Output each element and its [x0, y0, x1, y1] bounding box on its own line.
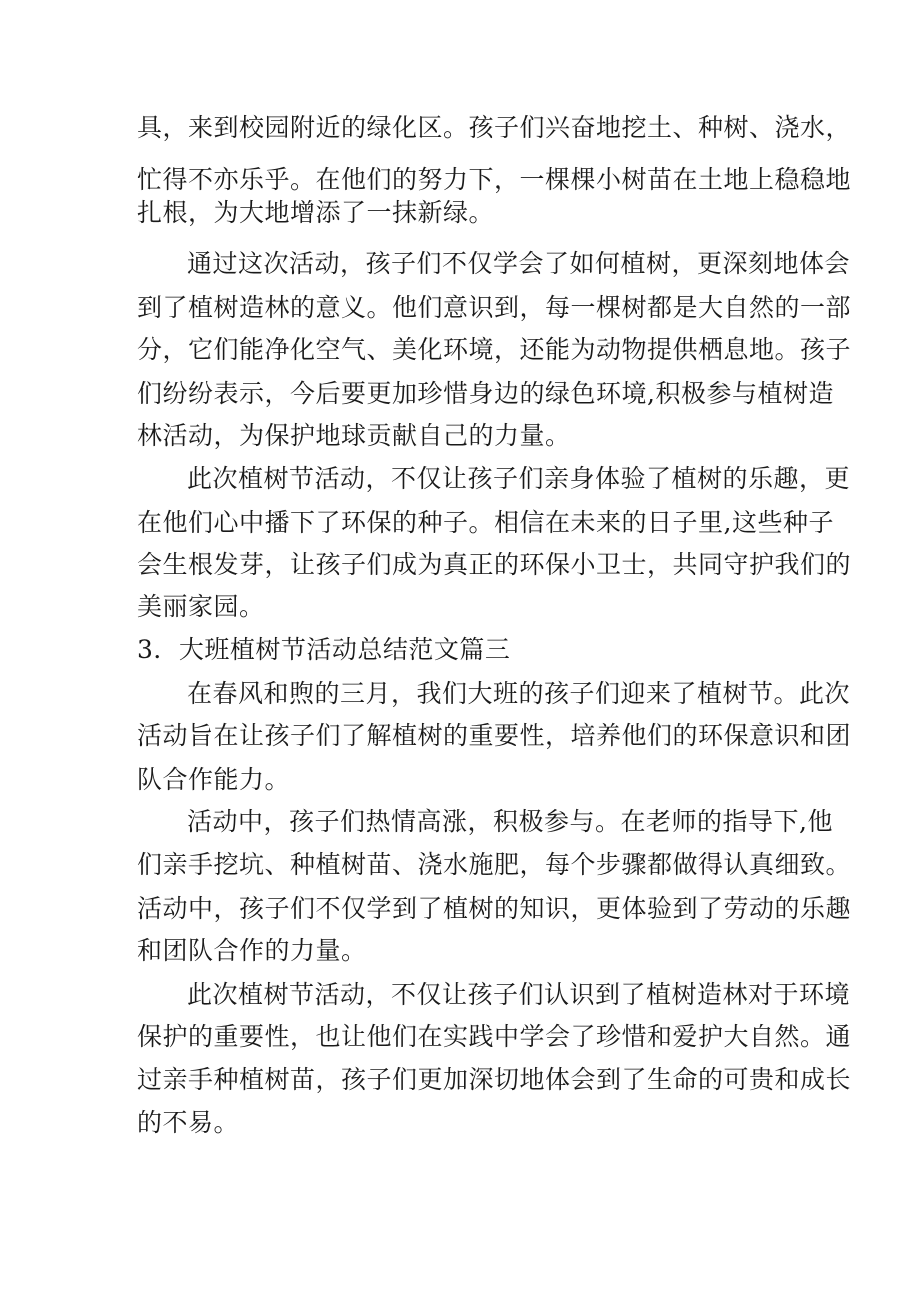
text-line: 过亲手种植树苗，孩子们更加深切地体会到了生命的可贵和成长	[137, 1065, 852, 1094]
text-line: 活动旨在让孩子们了解植树的重要性，培养他们的环保意识和团	[137, 721, 852, 750]
text-line: 具，来到校园附近的绿化区。孩子们兴奋地挖土、种树、浇水，	[137, 113, 852, 142]
text-line: 活动中，孩子们热情高涨，积极参与。在老师的指导下,他	[187, 807, 833, 836]
text-line: 分，它们能净化空气、美化环境，还能为动物提供栖息地。孩子	[137, 335, 852, 364]
text-line: 在他们心中播下了环保的种子。相信在未来的日子里,这些种子	[137, 508, 834, 537]
text-line: 们纷纷表示，今后要更加珍惜身边的绿色环境,积极参与植树造	[137, 379, 834, 408]
section-heading: 3．大班植树节活动总结范文篇三	[137, 635, 511, 664]
text-line: 美丽家园。	[137, 592, 265, 621]
text-line: 林活动，为保护地球贡献自己的力量。	[137, 421, 571, 450]
text-line: 活动中，孩子们不仅学到了植树的知识，更体验到了劳动的乐趣	[137, 894, 852, 923]
text-line: 保护的重要性，也让他们在实践中学会了珍惜和爱护大自然。通	[137, 1022, 852, 1051]
text-line: 会生根发芽，让孩子们成为真正的环保小卫士，共同守护我们的	[137, 550, 852, 579]
text-line: 到了植树造林的意义。他们意识到，每一棵树都是大自然的一部	[137, 293, 852, 322]
text-line: 忙得不亦乐乎。在他们的努力下，一棵棵小树苗在土地上稳稳地	[137, 165, 852, 194]
text-line: 在春风和煦的三月，我们大班的孩子们迎来了植树节。此次	[187, 679, 851, 708]
text-line: 通过这次活动，孩子们不仅学会了如何植树，更深刻地体会	[187, 249, 851, 278]
text-line: 队合作能力。	[137, 765, 291, 794]
text-line: 的不易。	[137, 1108, 240, 1137]
text-line: 们亲手挖坑、种植树苗、浇水施肥，每个步骤都做得认真细致。	[137, 850, 852, 879]
text-line: 此次植树节活动，不仅让孩子们认识到了植树造林对于环境	[187, 980, 851, 1009]
text-line: 和团队合作的力量。	[137, 936, 367, 965]
text-line: 扎根，为大地增添了一抹新绿。	[137, 198, 495, 227]
text-line: 此次植树节活动，不仅让孩子们亲身体验了植树的乐趣，更	[187, 464, 851, 493]
